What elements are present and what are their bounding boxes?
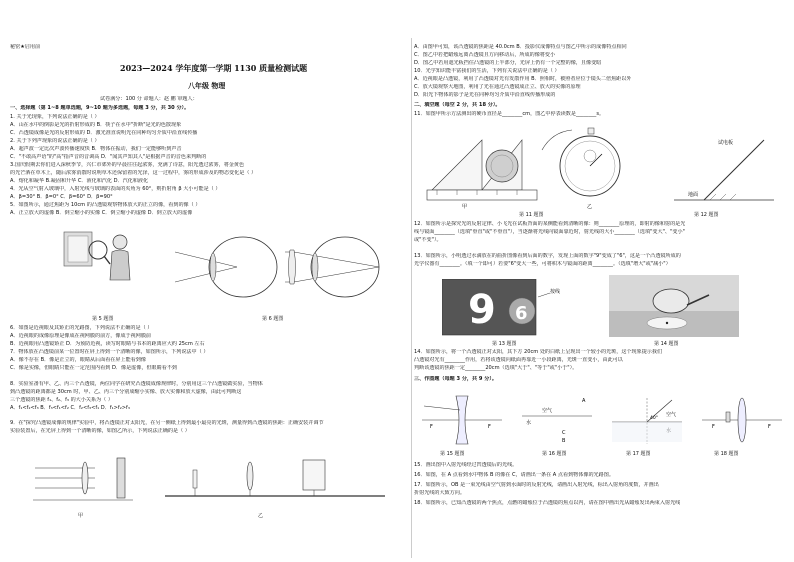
q6-stem: 6．如图是近视眼及其矫正的光路图，下列说法不正确的是（ ）: [10, 325, 153, 331]
fig11-caption: 第 11 题图: [519, 212, 544, 218]
q14-stem: 判断该透镜的焦距一定________20cm（选填"大于"、"等于"或"小于"）。: [414, 365, 578, 371]
svg-text:F: F: [488, 424, 491, 430]
q17-stem: 折射光线的大致方向。: [414, 490, 465, 496]
q12-stem: 线与镜面________（选填"垂直"或"不垂直"），当逐渐将光线向镜面靠近时，射光线的大小________（选填"变大"、"变小": [414, 229, 685, 235]
q3-stem: 3.国庆假期去你们进入深秋季节，兴仁市郊外的早晨往往起浓雾，充满了诗意，阳光透过浓雾，将金黄色: [10, 162, 245, 168]
section-3-heading: 三、作图题（每题 3 分，共 9 分）。: [414, 376, 497, 382]
q1-option-line: A．山在水中的倒影是光的折射形成的 B．筷子在水中"折断"是光的色散现象: [10, 122, 182, 128]
q17-stem: 17．如图所示，OB 是一束光线由空气射到水面时的反射光线，请画出入射光线，标出入射角的度数，并画出: [414, 482, 659, 488]
q11-stem: 11．如图甲所示方法测出的硬币直径是________cm，图乙中停表读数是________s。: [414, 111, 605, 117]
fig12-ground-label: 地面: [688, 192, 699, 198]
q14-stem: 14．如图所示，将一个凸透镜正对太阳，其下方 20cm 处的白纸上呈现出一个较小的光斑，这个现象提示我们: [414, 349, 663, 355]
q1-option-line: C．凸透镜成像是光的反射形成的 D．激光准直说明光在同种均匀介质中沿直线传播: [10, 130, 198, 136]
fig9-optics-bench: [25, 440, 395, 510]
fig16-water-label: 水: [526, 420, 532, 426]
q8-stem: 到凸透镜的距离都是 30cm 时，甲、乙、丙三个分别成缩小实像、放大实像和放大虚像，由此可判断这: [10, 389, 242, 395]
q3-stem: 的光芒洒在草木上，随后浓雾消散时说明草木还保留着的光泽，这一过程中，雾的形成涉及的物态变化是（ ）: [10, 170, 257, 176]
fig11-ruler-and-stopwatch: [422, 120, 632, 210]
fig16-air-label: 空气: [542, 408, 553, 414]
q3-options: A．熔化和凝华 B.凝固和升华 C．液化和汽化 D．汽化和液化: [10, 178, 149, 184]
fig15-caption: 第 15 题图: [440, 451, 465, 457]
svg-text:B: B: [562, 438, 566, 444]
q5-options: A．正立放大的虚像 B．倒立缩小的实像 C．倒立缩小的虚像 D．倒立放大的虚像: [10, 210, 193, 216]
fig11-label-yi: 乙: [587, 204, 593, 210]
fig12-reflection-board: [664, 130, 784, 210]
fig18-caption: 第 18 题图: [714, 451, 739, 457]
fig9-label-jia: 甲: [78, 513, 84, 519]
fig13-label: 按线: [550, 289, 561, 295]
q6-option: B．近视眼用凸透镜矫正 D．为预防近视，读写时眼睛与书本的距离应大约 25cm 左右: [10, 341, 205, 347]
svg-text:F: F: [768, 424, 771, 430]
q8-options: A．f₁<f₂<f₃ B．f₃<f₁<f₂ C．f₂<f₃<f₁ D．f₁>f₂>f₃: [10, 405, 130, 411]
q10-option: D．阳光下物体的影子是光在同种均匀介质中沿直线传播形成的: [414, 92, 556, 98]
fig11-label-jia: 甲: [462, 204, 468, 210]
fig13-digit-6: 6: [515, 303, 528, 324]
q15-stem: 15．画出图中入射光线经过凹透镜后的光线。: [414, 462, 518, 468]
q10-option: C．放大镜观察大地图，利用了光在通过凸透镜成正立、放大的实像的原理: [414, 84, 581, 90]
fig6-eye-diagrams: [175, 222, 400, 312]
exam-info: 试卷满分：100 分 命题人：赵 鹏 审题人：: [100, 96, 198, 102]
q18-stem: 18．如图所示，已知凸透镜的两个焦点，点燃的蜡烛位于凸透镜的焦点以内，请在图中画出光从蜡烛发出两束入射光线: [414, 500, 681, 506]
svg-text:F: F: [712, 424, 715, 430]
q10-option: A．近视眼是凸透镜，利用了凸透镜对光有发散作用 B．照相时，被照者应位于镜头二倍焦距以外: [414, 76, 632, 82]
svg-text:A: A: [582, 398, 586, 404]
q4-options: A．β=30° B．β=0° C．β=60° D．β=90°: [10, 194, 113, 200]
q13-stem: 13．如图所示，小明透过水滴放在的曲折图像看到后面的数字，发现上面的数字"9"变成了"6"，这是一个凸透镜所成的: [414, 253, 681, 259]
fig17-angle-label: 40°: [650, 416, 658, 421]
exam-title: 2023—2024 学年度第一学期 1130 质量检测试题: [120, 63, 308, 73]
fig5-magnifier-figure: [60, 222, 140, 282]
q8-stem: 三个透镜的焦距 f₁、f₂、f₃ 的大小关系为（ ）: [10, 397, 113, 403]
q12-stem: 12．如图所示是探究光的反射定律、小飞光在试板背面的某侧能看到清晰的像：则________原理的，即射的像和射的是光: [414, 221, 686, 227]
column-divider: [411, 38, 412, 558]
q2-stem: 2. 关于下列声现象的说法正确的是（ ）: [10, 138, 100, 144]
q9-stem: 实验装置后，在光屏上得到一个清晰的像，如图乙所示，下列说法正确的是（ ）: [10, 428, 190, 434]
q9-stem: 9．在"探究凸透镜成像的规律"实验中，将凸透镜正对太阳光，在另一侧纸上得到最小最亮的光斑，测量得到凸透镜的焦距：正确安装并调节: [10, 420, 324, 426]
q1-stem: 1. 关于光现象，下列说法正确的是（ ）: [10, 114, 100, 120]
fig15-18-drawing-problems: [422, 386, 784, 446]
q9-option: C．图乙中若把蜡烛远离凸透镜且方向移动后，所成的像将变小: [414, 52, 556, 58]
section-2-heading: 二、填空题（每空 2 分，共 18 分）。: [414, 102, 501, 108]
q7-option: A．像不存在 B．像是正立的，眼睛从后面看在屏上能看到像: [10, 357, 146, 363]
q4-stem: 4．光从空气射入玻璃中，入射光线与玻璃的表面的夹角为 60°，则折射角 β 大小可能是（ ）: [10, 186, 221, 192]
q10-stem: 10．光学知识能丰富我们的生活，下列有关说法中正确的是（ ）: [414, 68, 560, 74]
fig14-lens-sunlight: [609, 275, 739, 337]
q12-stem: 或"不变"）。: [414, 237, 442, 243]
q8-stem: 8．实验室备有甲、乙、丙三个凸透镜，两位同学在研究凸透镜成像规律时，分别用这三个凸透镜做实验，当物体: [10, 381, 263, 387]
fig13-water-drop-digit: [442, 279, 572, 337]
fig9-label-yi: 乙: [258, 513, 264, 519]
exam-subject: 八年级 物理: [188, 81, 226, 90]
q2-option-line: C．"不敢高声语"的"高"指声音的音调高 D．"闻其声知其人"是根据声音的音色来判断的: [10, 154, 207, 160]
fig5-caption: 第 5 题图: [92, 316, 114, 322]
q13-stem: 光学仪器有________。（填一个即可）若要"6"变大一些，可将积木与镜面的距离________。（选填"增大"或"减小"）: [414, 261, 671, 267]
fig16-caption: 第 16 题图: [542, 451, 567, 457]
q7-option: C．像是实像，但眼睛只能在一定范围内看到 D．像是虚像，但眼睛看不到: [10, 365, 178, 371]
q16-stem: 16．如图，在 A 点看到水中物体 B 的像在 C，请画出一条在 A 点看到物体像的光路图。: [414, 472, 614, 478]
fig12-board-label: 试电板: [718, 140, 734, 146]
fig6-caption: 第 6 题图: [262, 316, 284, 322]
fig17-air-label: 空气: [666, 412, 677, 418]
q9-option: D．图乙中若用遮光板挡住凸透镜的上半部分，光屏上仍有一个完整的像，且像变暗: [414, 60, 602, 66]
svg-text:F: F: [430, 424, 433, 430]
q6-option: A．近视眼的成像原理是像成在视网膜的前方，像成于视网膜前: [10, 333, 152, 339]
fig14-caption: 第 14 题图: [654, 341, 679, 347]
svg-text:C: C: [562, 430, 566, 436]
q14-stem: 凸透镜对光有________作用，若将该透镜向纸面再靠近一小段距离，光斑一直变小，由此可以: [414, 357, 623, 363]
fig13-digit-9: 9: [468, 287, 496, 333]
q5-stem: 5．如图所示，通过焦距为 10cm 的凸透镜观察物体放大的正立的像，看到的像（ ）: [10, 202, 201, 208]
fig17-caption: 第 17 题图: [626, 451, 651, 457]
q2-option-line: A．超声波一定比次声波传播速度快 B．物体在振动，我们一定能够听到声音: [10, 146, 182, 152]
section-1-heading: 一、选择题（第 1~8 题单选题，9~10 题为多选题，每题 3 分，共 30 分）。: [10, 105, 190, 111]
fig13-caption: 第 13 题图: [492, 341, 517, 347]
right-column: [414, 0, 794, 562]
secret-label: 秘密★启用前: [10, 44, 41, 50]
fig12-caption: 第 12 题图: [694, 212, 719, 218]
q7-stem: 7．物体放在凸透镜前某一位置时在屏上得到一个清晰的像，如图所示，下列说法中（ ）: [10, 349, 209, 355]
q9-option: A．由图甲可知，该凸透镜的焦距是 40.0cm B．投影仪成像特点与图乙中所示的成像特点相同: [414, 44, 627, 50]
